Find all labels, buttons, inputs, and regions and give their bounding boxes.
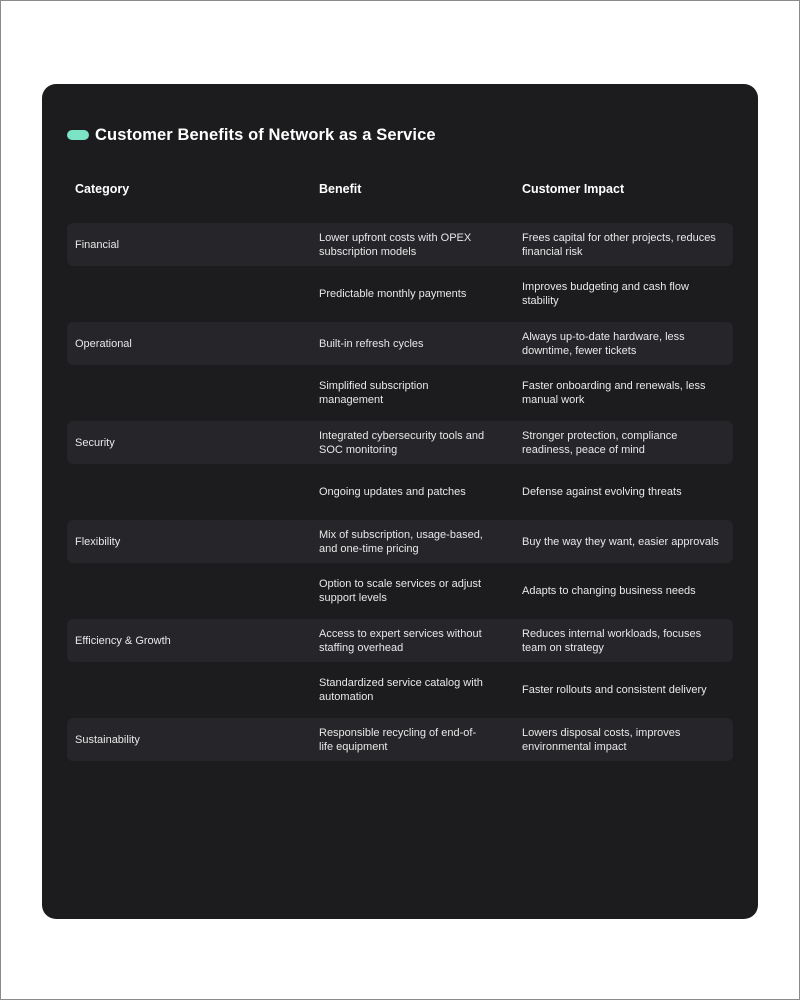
benefit-cell: Simplified subscription management [319, 380, 429, 406]
impact-cell: Buy the way they want, easier approvals [522, 535, 719, 548]
table-row [67, 273, 733, 316]
category-cell: Efficiency & Growth [75, 634, 171, 647]
table-row [67, 570, 733, 613]
benefit-cell: Option to scale services or adjust support levels [319, 578, 482, 604]
benefit-cell: Lower upfront costs with OPEX subscription models [319, 231, 472, 258]
page-title: Customer Benefits of Network as a Service [95, 125, 436, 144]
impact-cell: Improves budgeting and cash flow stability [522, 281, 689, 307]
table-row [67, 619, 733, 662]
benefit-cell: Mix of subscription, usage-based, and one-time pricing [319, 528, 483, 555]
table-row [67, 718, 733, 761]
impact-cell: Frees capital for other projects, reduces financial risk [522, 231, 716, 258]
header-category: Category [75, 182, 130, 196]
header-benefit: Benefit [319, 182, 362, 196]
table-body [67, 223, 733, 768]
table-row [67, 520, 733, 563]
table-row [67, 223, 733, 266]
category-cell: Financial [75, 238, 120, 251]
category-cell: Flexibility [75, 535, 121, 548]
category-cell: Sustainability [75, 733, 140, 746]
header-impact: Customer Impact [522, 182, 625, 196]
category-cell: Operational [75, 337, 132, 350]
benefit-cell: Predictable monthly payments [319, 288, 467, 300]
impact-cell: Lowers disposal costs, improves environmental impact [522, 726, 681, 753]
impact-cell: Stronger protection, compliance readiness, peace of mind [522, 429, 678, 456]
benefit-cell: Ongoing updates and patches [319, 486, 466, 498]
accent-pill-icon [67, 130, 89, 140]
table-row [67, 372, 733, 415]
impact-cell: Faster onboarding and renewals, less manual work [522, 380, 706, 406]
table-row [67, 421, 733, 464]
benefit-cell: Integrated cybersecurity tools and SOC monitoring [319, 429, 485, 456]
table-row [67, 471, 733, 514]
impact-cell: Defense against evolving threats [522, 486, 682, 498]
category-cell: Security [75, 436, 115, 449]
impact-cell: Always up-to-date hardware, less downtime, fewer tickets [522, 330, 685, 357]
impact-cell: Faster rollouts and consistent delivery [522, 684, 707, 696]
table-row [67, 322, 733, 365]
benefit-cell: Responsible recycling of end-of-life equipment [319, 726, 477, 753]
table-header [67, 182, 733, 204]
benefits-card [42, 84, 758, 919]
table-row [67, 669, 733, 712]
impact-cell: Reduces internal workloads, focuses team on strategy [522, 627, 702, 654]
benefit-cell: Built-in refresh cycles [319, 337, 424, 350]
benefit-cell: Standardized service catalog with automation [319, 677, 483, 703]
title-row [67, 124, 436, 146]
benefit-cell: Access to expert services without staffing overhead [319, 627, 482, 654]
impact-cell: Adapts to changing business needs [522, 585, 696, 597]
